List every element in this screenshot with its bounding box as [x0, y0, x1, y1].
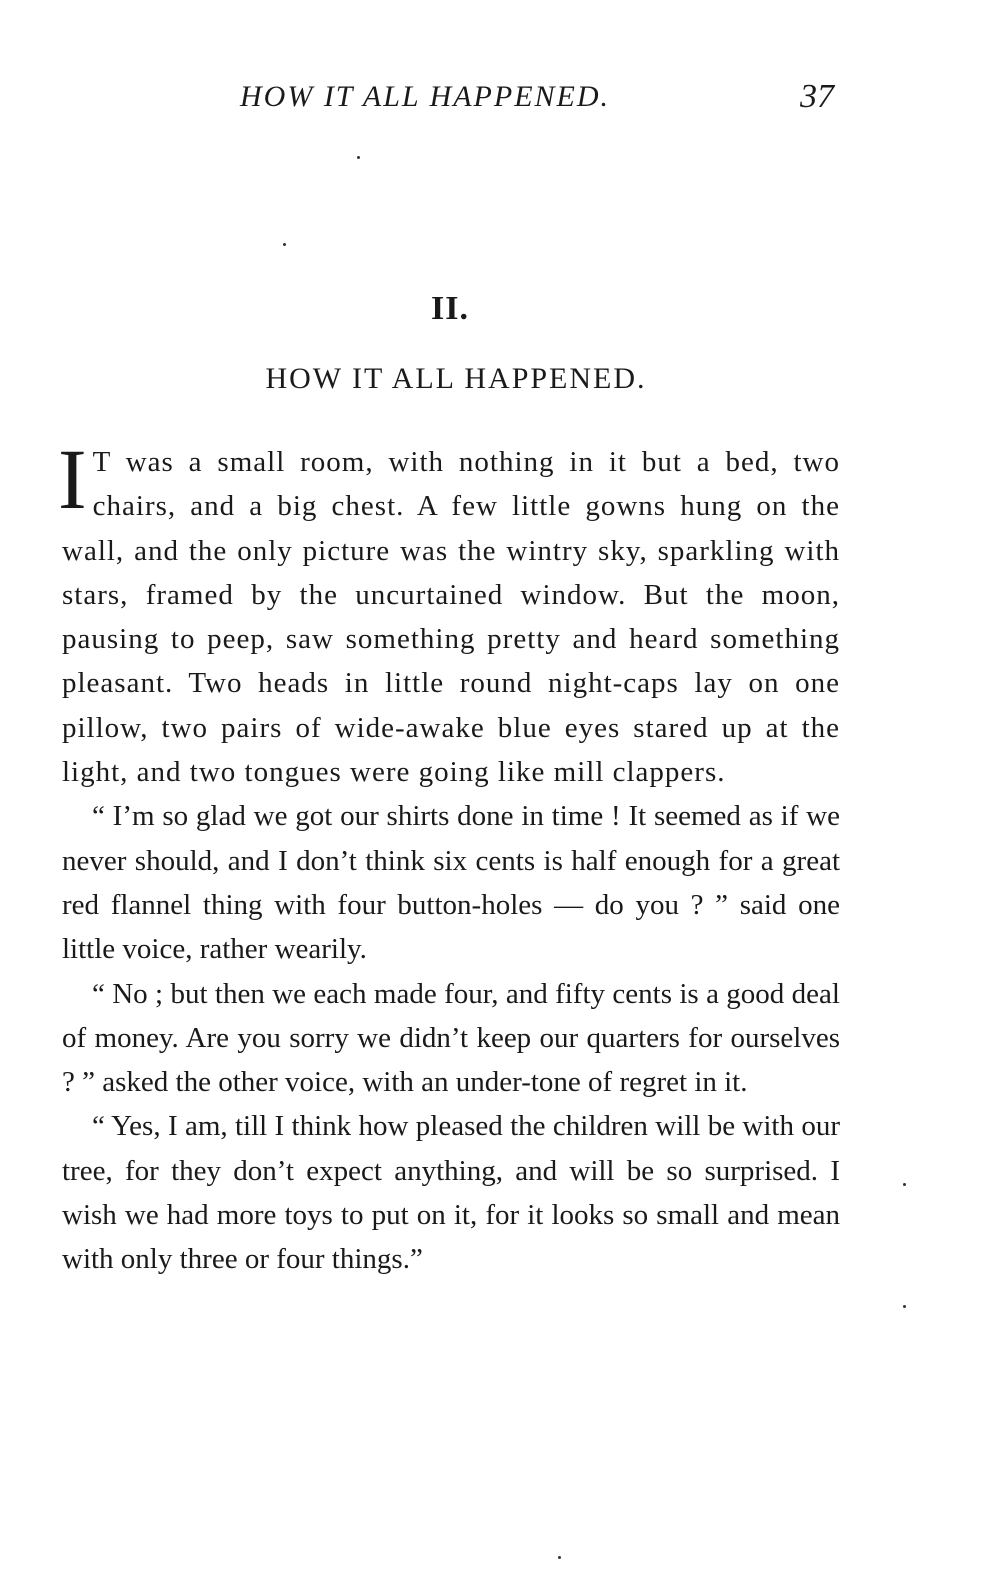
page-number: 37 — [800, 78, 834, 115]
print-speck — [903, 1305, 906, 1308]
paragraph-2: “ I’m so glad we got our shirts done in time ! It seemed as if we never should, and I don’t think six cents is half enough for a great red flannel thing with four button-holes — do you ? ” said one little voice, rather wearily. — [62, 800, 840, 966]
paragraph-1-text: T was a small room, with nothing in it but a bed, two chairs, and a big chest. A few little gowns hung on the wall, and the only picture was the wintry sky, sparkling with stars, framed by the uncurtained window. But the moon, pausing to peep, saw something pretty and heard something pleasant. Two heads in little round night-caps lay on one pillow, two pairs of wide-awake blue eyes stared up at the light, and two tongues were going like mill clappers. — [62, 446, 840, 789]
body-text — [58, 431, 840, 1282]
print-speck — [558, 1556, 561, 1559]
print-speck — [283, 243, 286, 246]
print-speck — [903, 1183, 906, 1186]
paragraph-3: “ No ; but then we each made four, and fifty cents is a good deal of money. Are you sorry we didn’t keep our quarters for ourselves ? ” asked the other voice, with an under-tone of regret in it. — [62, 977, 840, 1099]
print-speck — [357, 156, 360, 159]
chapter-title: HOW IT ALL HAPPENED. — [265, 362, 647, 395]
running-head — [0, 80, 987, 120]
drop-cap: I — [58, 431, 87, 527]
paragraph-1 — [58, 431, 840, 794]
chapter-number: II. — [431, 290, 469, 327]
running-title: HOW IT ALL HAPPENED. — [240, 80, 611, 113]
paragraph-4: “ Yes, I am, till I think how pleased the children will be with our tree, for they don’t expect anything, and will be so surprised. I wish we had more toys to put on it, for it looks so small and mean with only three or four things.” — [62, 1110, 840, 1276]
